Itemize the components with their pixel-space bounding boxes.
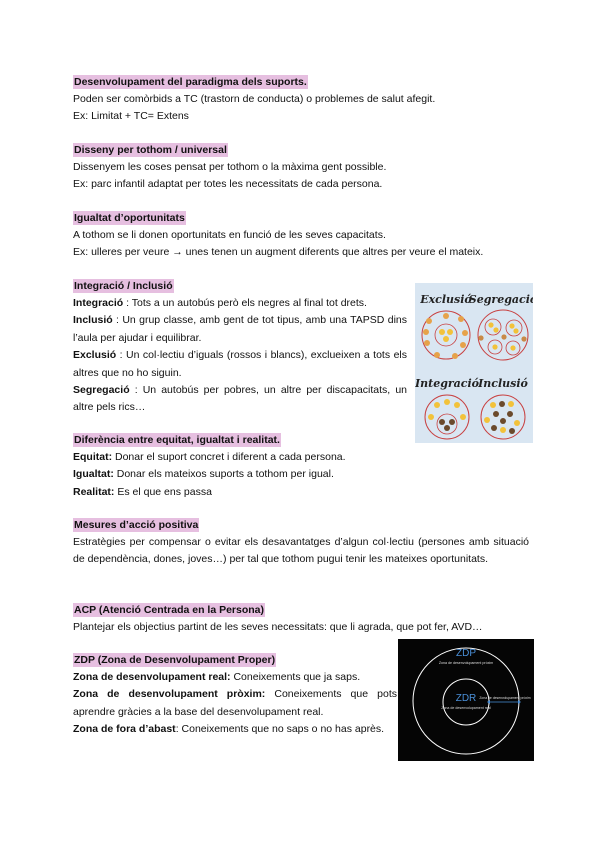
paragraph-line: Poden ser comòrbids a TC (trastorn de conducta) o problemes de salut afegit. <box>73 93 436 105</box>
term: Igualtat: <box>73 468 114 481</box>
section-heading: ACP (Atenció Centrada en la Persona) <box>74 604 265 616</box>
section-acp <box>73 600 483 636</box>
definition-equitat <box>73 449 346 466</box>
term: Exclusió <box>73 349 117 362</box>
section-heading: Desenvolupament del paradigma dels suports. <box>74 76 307 88</box>
definition: Donar el suport concret i diferent a cada persona. <box>112 451 346 463</box>
section-equitat <box>73 430 346 501</box>
term: Zona de desenvolupament pròxim: <box>73 688 266 701</box>
definition: : Un col·lectiu d’iguals (rossos i blancs), exclueixen a tots els altres que no ho siguin. <box>73 349 407 379</box>
definition-integracio <box>73 295 407 312</box>
definition: Donar els mateixos suports a tothom per igual. <box>113 468 334 481</box>
term: Inclusió <box>73 314 113 327</box>
label-inclusio: Inclusió <box>478 377 528 390</box>
definition-igualtat <box>73 466 346 483</box>
term: Realitat: <box>73 485 115 498</box>
outer-zone-label: Zona de desenvolupament pròxim <box>479 696 531 700</box>
section-heading: Diferència entre equitat, igualtat i realitat. <box>74 434 280 446</box>
definition: Coneixements que ja saps. <box>230 671 361 683</box>
zdp-sublabel: Zona de desenvolupament pròxim <box>438 661 494 665</box>
section-heading: Disseny per tothom / universal <box>74 144 227 156</box>
paragraph-line: Ex: Limitat + TC= Extens <box>73 110 189 123</box>
paragraph: Estratègies per compensar o evitar els desavantatges d’algun col·lectiu (persones amb situació de dependència, dones, joves…) per tal que tothom pugui tenir les mateixes oportunitats. <box>73 536 529 566</box>
definition-inclusio <box>73 312 407 347</box>
definition-exclusio <box>73 347 407 382</box>
definition-segregacio <box>73 382 407 417</box>
zdp-label: ZDP <box>456 648 476 659</box>
section-heading: Mesures d’acció positiva <box>74 519 199 531</box>
paragraph-line: Ex: ulleres per veure → unes tenen un augment diferents que altres per veure el mateix. <box>73 246 484 259</box>
section-paradigma <box>73 72 435 126</box>
definition: : Tots a un autobús però els negres al final tot drets. <box>123 297 367 309</box>
definition-zona-fora <box>73 721 397 738</box>
term: Integració <box>73 297 124 309</box>
definition: : Un grup classe, amb gent de tot tipus, amb una TAPSD dins l’aula per ajudar i equilibrar. <box>73 314 407 344</box>
definition: : Un autobús per pobres, un altre per discapacitats, un altre pels rics… <box>73 384 407 414</box>
section-heading: Igualtat d’oportunitats <box>74 212 185 224</box>
section-disseny <box>73 140 386 194</box>
section-heading: Integració / Inclusió <box>74 280 173 292</box>
inclusion-diagram <box>415 283 533 443</box>
paragraph-line: Plantejar els objectius partint de les seves necessitats: que li agrada, que pot fer, AVD… <box>73 621 483 633</box>
definition: : Coneixements que no saps o no has après. <box>175 723 385 736</box>
paragraph-line: A tothom se li donen oportunitats en funció de les seves capacitats. <box>73 229 386 241</box>
definition: Coneixements que pots aprendre gràcies a la base del desenvolupament real. <box>73 688 397 718</box>
zdr-sublabel: Zona de desenvolupament real <box>441 706 491 710</box>
section-igualtat <box>73 208 483 262</box>
section-heading: ZDP (Zona de Desenvolupament Proper) <box>74 654 276 666</box>
term: Zona de fora d’abast <box>73 723 176 736</box>
section-zdp <box>73 650 397 739</box>
definition: Es el que ens passa <box>114 485 212 498</box>
label-integracio: Integració <box>415 377 480 390</box>
zdp-diagram-image <box>398 639 534 761</box>
term: Equitat: <box>73 451 113 463</box>
definition-realitat <box>73 484 346 501</box>
section-integracio <box>73 276 407 417</box>
zdp-diagram <box>398 639 534 761</box>
term: Zona de desenvolupament real: <box>73 671 231 683</box>
section-mesures <box>73 515 529 569</box>
term: Segregació <box>73 384 130 397</box>
label-segregacio: Segregació <box>468 293 533 306</box>
definition-zona-real <box>73 669 397 686</box>
paragraph-line: Ex: parc infantil adaptat per totes les necessitats de cada persona. <box>73 178 383 191</box>
zdr-label: ZDR <box>455 693 477 704</box>
definition-zona-proxim <box>73 686 397 721</box>
paragraph-line: Dissenyem les coses pensat per tothom o la màxima gent possible. <box>73 161 387 173</box>
label-exclusio: Exclusió <box>420 293 472 306</box>
inclusion-diagram-image <box>415 283 533 443</box>
